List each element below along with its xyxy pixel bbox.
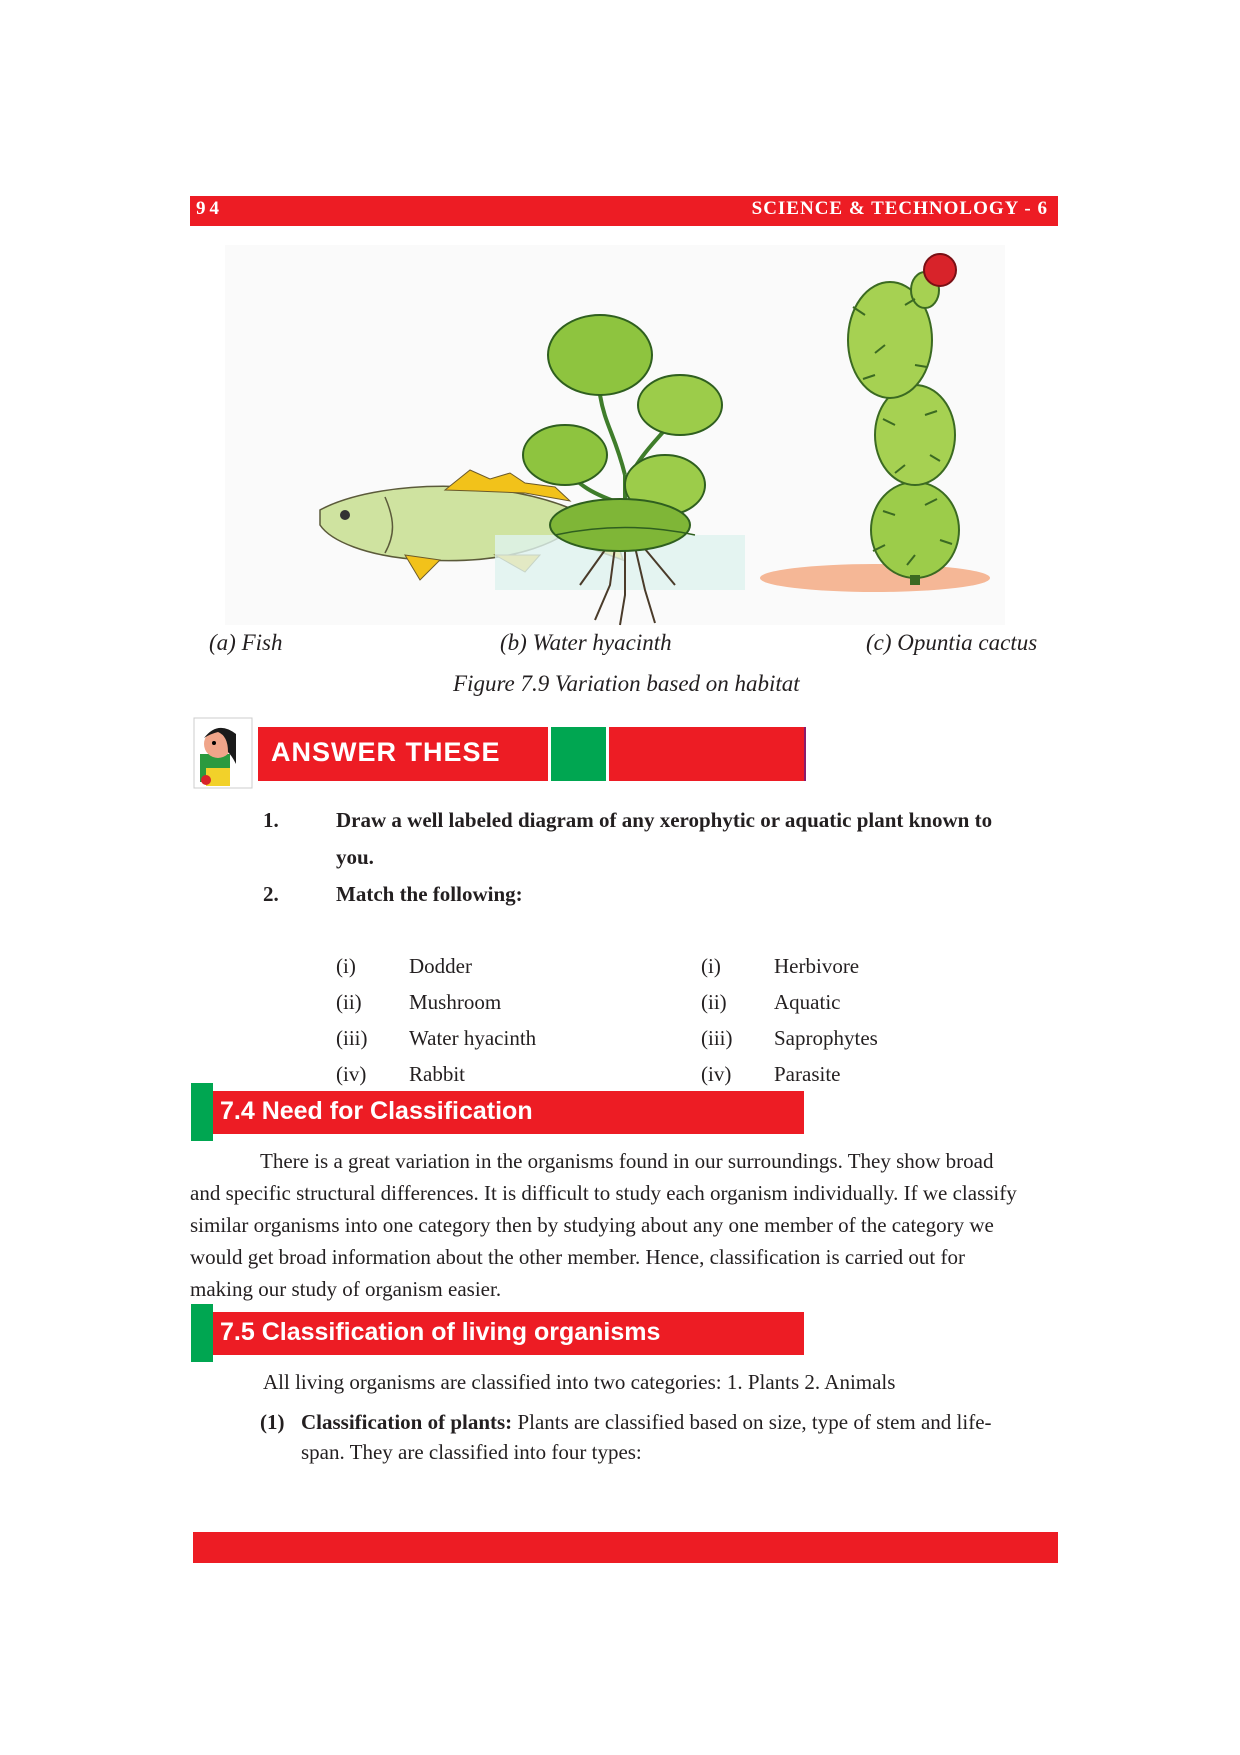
caption-opuntia-cactus: (c) Opuntia cactus [866,630,1038,655]
match-right-num: (ii) [701,990,727,1014]
caption-water-hyacinth: (b) Water hyacinth [500,630,672,655]
match-left-num: (ii) [336,990,362,1014]
answer-banner-red-block [609,727,806,781]
section-7-5-green-bar [191,1304,213,1362]
match-left-text: Water hyacinth [409,1026,537,1050]
match-left-text: Rabbit [409,1062,465,1086]
section-7-5-intro: All living organisms are classified into two categories: 1. Plants 2. Animals [263,1370,896,1394]
paragraph-line: There is a great variation in the organisms found in our surroundings. They show broad [260,1149,994,1173]
match-right-num: (iv) [701,1062,732,1086]
question-2-number: 2. [263,882,279,906]
match-left-num: (iii) [336,1026,368,1050]
caption-fish: (a) Fish [209,630,283,655]
answer-banner-green-block [551,727,606,781]
item-number: (1) [260,1410,285,1434]
match-left-text: Mushroom [409,990,502,1014]
footer-band [193,1532,1058,1563]
match-right-num: (iii) [701,1026,733,1050]
paragraph-line: similar organisms into one category then by studying about any one member of the category we [190,1213,994,1237]
match-right-text: Herbivore [774,954,860,978]
section-7-4-title: 7.4 Need for Classification [220,1097,533,1125]
plant-classification-continued: span. They are classified into four types: [301,1440,642,1464]
section-7-4-green-bar [191,1083,213,1141]
paragraph-line: making our study of organism easier. [190,1277,502,1301]
section-7-5-title: 7.5 Classification of living organisms [220,1318,661,1346]
match-left-text: Dodder [409,954,472,978]
match-right-text: Aquatic [774,990,841,1014]
match-right-num: (i) [701,954,721,978]
paragraph-line: would get broad information about the other member. Hence, classification is carried out for [190,1245,966,1269]
match-right-text: Saprophytes [774,1026,878,1050]
plant-classification-item [301,1406,1058,1438]
plant-classification-number [260,1406,285,1438]
match-right-text: Parasite [774,1062,841,1086]
answer-these-label: ANSWER THESE [271,737,501,767]
paragraph-line: and specific structural differences. It is difficult to study each organism individually. If we classify [190,1181,1017,1205]
item-heading: Classification of plants: [301,1410,513,1434]
match-left-num: (iv) [336,1062,367,1086]
section-7-4-paragraph [190,1145,1058,1305]
match-left-num: (i) [336,954,356,978]
page-number: 94 [196,198,223,219]
figure-illustrations [225,235,1015,630]
figure-title: Figure 7.9 Variation based on habitat [453,671,800,696]
running-title: SCIENCE & TECHNOLOGY - 6 [751,198,1048,219]
question-2-text: Match the following: [336,882,523,906]
question-1-number: 1. [263,808,279,832]
student-mascot-icon [192,716,254,790]
item-text: Plants are classified based on size, type of stem and life- [512,1410,992,1434]
question-1-text: Draw a well labeled diagram of any xerophytic or aquatic plant known to [336,808,993,832]
question-1-continued: you. [336,845,374,869]
